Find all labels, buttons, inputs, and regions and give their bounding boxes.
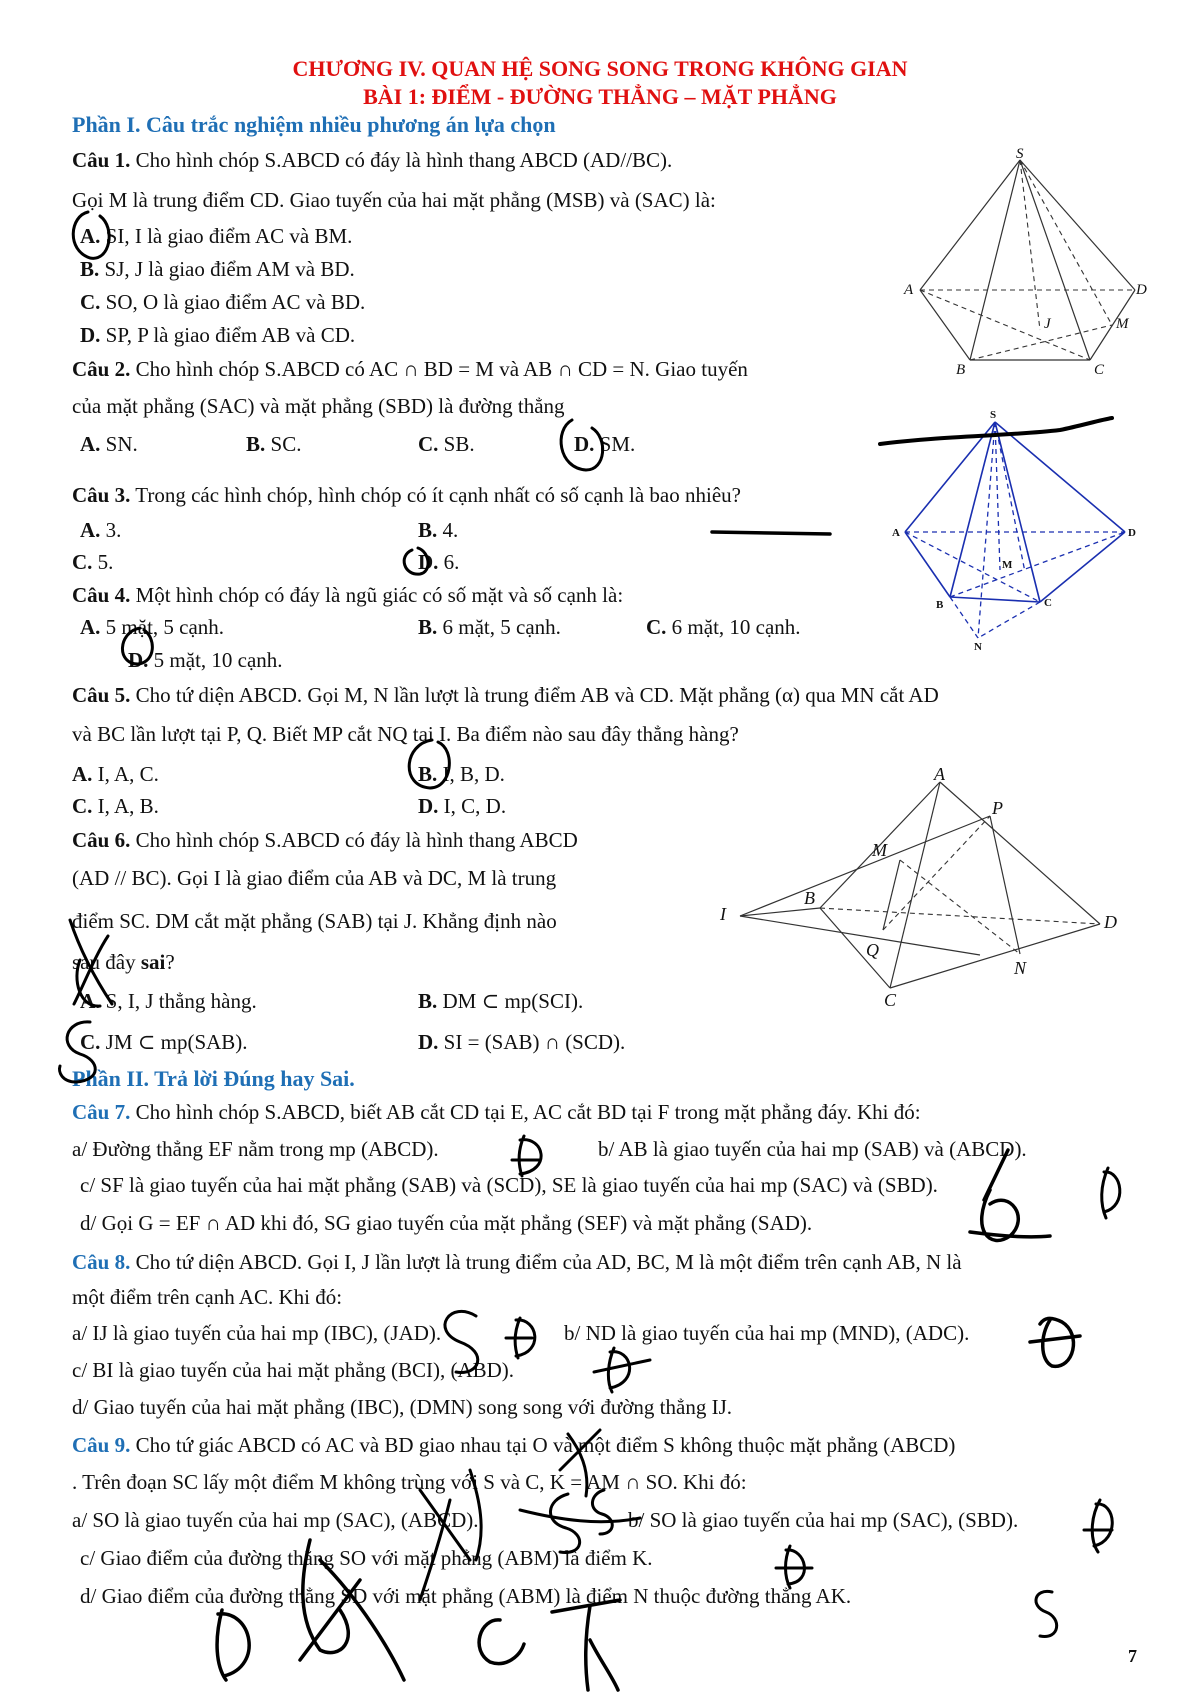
q1-option-c-key: C. (80, 290, 101, 314)
q5-text1: Cho tứ diện ABCD. Gọi M, N lần lượt là trung điểm AB và CD. Mặt phẳng (α) qua MN cắt AD (135, 683, 939, 707)
q7-statement-b: b/ AB là giao tuyến của hai mp (SAB) và (ABCD). (598, 1137, 1027, 1161)
q9-statement-b: b/ SO là giao tuyến của hai mp (SAC), (SBD). (628, 1508, 1019, 1532)
ink-letter-q9-d (1036, 1591, 1057, 1636)
q6-line4-bold: sai (140, 950, 166, 974)
fig1-label-a: A (904, 282, 914, 298)
q5-option-c-text: I, A, B. (97, 794, 159, 818)
q1-option-c-text: SO, O là giao điểm AC và BD. (105, 290, 366, 314)
q2-option-b-text: SC. (270, 432, 302, 456)
q5-option-c[interactable] (72, 794, 159, 819)
q8-line1 (72, 1250, 962, 1275)
q7-statement-c: c/ SF là giao tuyến của hai mặt phẳng (SAB) và (SCD), SE là giao tuyến của hai mp (SAC) và (SBD). (80, 1173, 938, 1197)
ink-mark-q7-a (512, 1136, 541, 1176)
q6-option-a-key: A. (80, 989, 101, 1013)
ink-scribble-7 (592, 1490, 612, 1534)
q6-line4-pre: sau đây (72, 950, 136, 974)
q3-option-b-text: 4. (442, 518, 459, 542)
q9-label: Câu 9. (72, 1433, 131, 1457)
q4-option-a-key: A. (80, 615, 101, 639)
q2-option-c-key: C. (418, 432, 439, 456)
q6-option-b-key: B. (418, 989, 438, 1013)
q5-option-a-key: A. (72, 762, 93, 786)
fig1-label-c: C (1094, 362, 1105, 378)
fig2-label-c: C (1044, 597, 1052, 609)
figure-q5-tetrahedron (720, 764, 1120, 1010)
fig3-label-n: N (1014, 958, 1027, 978)
q4-option-b-text: 6 mặt, 5 cạnh. (442, 615, 561, 639)
q6-option-b[interactable] (418, 989, 583, 1014)
q2-option-d-key: D. (574, 432, 595, 456)
ink-mark-q9-c (776, 1546, 812, 1588)
q2-option-b-key: B. (246, 432, 266, 456)
q2-option-d-text: SM. (599, 432, 636, 456)
q4-option-d-text: 5 mặt, 10 cạnh. (153, 648, 283, 672)
q3-line1 (72, 483, 741, 508)
q4-option-a[interactable] (80, 615, 224, 640)
q4-option-d[interactable] (128, 648, 283, 673)
figure-q1-pyramid (900, 146, 1147, 380)
q6-label: Câu 6. (72, 828, 131, 852)
q1-option-d-text: SP, P là giao điểm AB và CD. (105, 323, 356, 347)
q2-option-c[interactable] (418, 432, 475, 457)
q5-option-d-key: D. (418, 794, 439, 818)
chapter-title: CHƯƠNG IV. QUAN HỆ SONG SONG TRONG KHÔNG GIAN (292, 56, 908, 81)
fig3-label-d: D (1104, 912, 1117, 932)
q2-option-a-key: A. (80, 432, 101, 456)
q2-line2: của mặt phẳng (SAC) và mặt phẳng (SBD) là đường thẳng (72, 394, 565, 418)
q3-option-d[interactable] (418, 550, 459, 575)
q6-option-d[interactable] (418, 1030, 625, 1055)
q7-line1 (72, 1100, 921, 1125)
q3-label: Câu 3. (72, 483, 131, 507)
fig2-label-s: S (990, 409, 997, 421)
q1-option-c[interactable] (80, 290, 365, 315)
q5-option-b-text: I, B, D. (442, 762, 505, 786)
q3-option-a-text: 3. (105, 518, 122, 542)
q5-line2: và BC lần lượt tại P, Q. Biết MP cắt NQ tại I. Ba điểm nào sau đây thẳng hàng? (72, 722, 739, 746)
q7-text1: Cho hình chóp S.ABCD, biết AB cắt CD tại E, AC cắt BD tại F trong mặt phẳng đáy. Khi đó: (135, 1100, 921, 1124)
fig3-label-p: P (992, 798, 1003, 818)
ink-mark-q7-d (970, 1150, 1050, 1240)
q5-option-d[interactable] (418, 794, 506, 819)
q3-option-a[interactable] (80, 518, 121, 543)
q2-option-a[interactable] (80, 432, 138, 457)
q7-statement-a: a/ Đường thẳng EF nằm trong mp (ABCD). (72, 1137, 439, 1161)
q3-option-c-text: 5. (97, 550, 114, 574)
q1-line1 (72, 148, 672, 173)
q6-line2: (AD // BC). Gọi I là giao điểm của AB và DC, M là trung (72, 866, 557, 890)
fig2-label-b: B (936, 599, 944, 611)
ink-mark-q8-a (506, 1318, 535, 1358)
q8-text1: Cho tứ diện ABCD. Gọi I, J lần lượt là trung điểm của AD, BC, M là một điểm trên cạnh AB, N là (135, 1250, 962, 1274)
q6-option-b-text: DM ⊂ mp(SCI). (442, 989, 584, 1013)
q4-label: Câu 4. (72, 583, 131, 607)
q1-option-d[interactable] (80, 323, 355, 348)
fig2-label-n: N (974, 641, 982, 653)
q2-text1: Cho hình chóp S.ABCD có AC ∩ BD = M và AB ∩ CD = N. Giao tuyến (135, 357, 748, 381)
q5-option-c-key: C. (72, 794, 93, 818)
fig3-label-c: C (884, 990, 897, 1010)
q1-option-b-text: SJ, J là giao điểm AM và BD. (104, 257, 355, 281)
ink-mark-q7-c (1102, 1168, 1120, 1218)
q1-option-b[interactable] (80, 257, 355, 282)
q1-option-a-text: SI, I là giao điểm AC và BM. (105, 224, 353, 248)
q6-line1 (72, 828, 578, 853)
q9-text1: Cho tứ giác ABCD có AC và BD giao nhau tại O và một điểm S không thuộc mặt phẳng (ABCD) (135, 1433, 956, 1457)
q6-option-d-text: SI = (SAB) ∩ (SCD). (443, 1030, 626, 1054)
q6-option-a[interactable] (80, 989, 257, 1014)
q3-text1: Trong các hình chóp, hình chóp có ít cạnh nhất có số cạnh là bao nhiêu? (135, 483, 741, 507)
q6-option-c[interactable] (80, 1030, 248, 1055)
q6-option-c-text: JM ⊂ mp(SAB). (105, 1030, 248, 1054)
q6-line3: điểm SC. DM cắt mặt phẳng (SAB) tại J. Khẳng định nào (72, 909, 557, 933)
q4-option-d-key: D. (128, 648, 149, 672)
part2-title: Phần II. Trả lời Đúng hay Sai. (72, 1066, 355, 1091)
q4-option-c-key: C. (646, 615, 667, 639)
fig2-label-m: M (1002, 559, 1013, 571)
fig1-label-m: M (1116, 316, 1129, 332)
q5-option-b[interactable] (418, 762, 505, 787)
fig3-label-q: Q (866, 940, 879, 960)
q8-statement-d: d/ Giao tuyến của hai mặt phẳng (IBC), (DMN) song song với đường thẳng IJ. (72, 1395, 732, 1419)
ink-mark-q9-b (1084, 1500, 1112, 1552)
ink-mark-q8-b (1030, 1318, 1080, 1366)
q3-option-c[interactable] (72, 550, 113, 575)
ink-line-q3 (712, 532, 830, 534)
ink-scribble-1 (217, 1610, 249, 1680)
ink-scribble-4 (479, 1620, 524, 1664)
q7-statement-d: d/ Gọi G = EF ∩ AD khi đó, SG giao tuyến của mặt phẳng (SEF) và mặt phẳng (SAD). (80, 1211, 813, 1235)
q2-line1 (72, 357, 748, 382)
q3-option-d-text: 6. (443, 550, 460, 574)
q3-option-b-key: B. (418, 518, 438, 542)
q2-option-c-text: SB. (443, 432, 475, 456)
q2-option-a-text: SN. (105, 432, 138, 456)
fig3-label-a: A (934, 764, 945, 784)
q9-line2: . Trên đoạn SC lấy một điểm M không trùng với S và C, K = AM ∩ SO. Khi đó: (72, 1470, 747, 1494)
q9-statement-d: d/ Giao điểm của đường thẳng SD với mặt phẳng (ABM) là điểm N thuộc đường thẳng AK. (80, 1584, 852, 1608)
q8-label: Câu 8. (72, 1250, 131, 1274)
q1-option-a-key: A. (80, 224, 101, 248)
q2-option-b[interactable] (246, 432, 301, 457)
q5-option-a-text: I, A, C. (97, 762, 159, 786)
fig2-label-d: D (1128, 527, 1136, 539)
q3-option-c-key: C. (72, 550, 93, 574)
q6-option-a-text: S, I, J thẳng hàng. (105, 989, 257, 1013)
q4-option-a-text: 5 mặt, 5 cạnh. (105, 615, 225, 639)
q1-text1: Cho hình chóp S.ABCD có đáy là hình thang ABCD (AD//BC). (135, 148, 673, 172)
q9-statement-a: a/ SO là giao tuyến của hai mp (SAC), (ABCD). (72, 1508, 479, 1532)
q4-text1: Một hình chóp có đáy là ngũ giác có số mặt và số cạnh là: (135, 583, 624, 607)
q5-option-a[interactable] (72, 762, 159, 787)
q8-line2: một điểm trên cạnh AC. Khi đó: (72, 1285, 343, 1309)
fig1-label-d: D (1136, 282, 1147, 298)
fig3-label-i: I (720, 904, 726, 924)
q4-option-b[interactable] (418, 615, 561, 640)
q6-line4 (72, 950, 175, 975)
q6-line4-post: ? (165, 950, 175, 974)
q1-option-b-key: B. (80, 257, 100, 281)
page-number: 7 (1128, 1646, 1137, 1666)
ink-mark-q8-c (594, 1348, 650, 1392)
q4-line1 (72, 583, 623, 608)
q1-line2: Gọi M là trung điểm CD. Giao tuyến của hai mặt phẳng (MSB) và (SAC) là: (72, 188, 716, 212)
q5-line1 (72, 683, 939, 708)
ink-scribble-5 (552, 1600, 620, 1690)
q5-option-d-text: I, C, D. (443, 794, 507, 818)
q8-statement-b: b/ ND là giao tuyến của hai mp (MND), (ADC). (564, 1321, 970, 1345)
q6-text1: Cho hình chóp S.ABCD có đáy là hình thang ABCD (135, 828, 578, 852)
q1-option-d-key: D. (80, 323, 101, 347)
q5-option-b-key: B. (418, 762, 438, 786)
figure-q2-pyramid (890, 409, 1140, 653)
fig2-label-a: A (892, 527, 900, 539)
q3-option-a-key: A. (80, 518, 101, 542)
q7-label: Câu 7. (72, 1100, 131, 1124)
q8-statement-a: a/ IJ là giao tuyến của hai mp (IBC), (JAD). (72, 1321, 442, 1345)
q4-option-c-text: 6 mặt, 10 cạnh. (671, 615, 801, 639)
q2-option-d[interactable] (574, 432, 635, 457)
q6-option-c-key: C. (80, 1030, 101, 1054)
q9-statement-c: c/ Giao điểm của đường thẳng SO với mặt phẳng (ABM) là điểm K. (80, 1546, 653, 1570)
q3-option-b[interactable] (418, 518, 458, 543)
q3-option-d-key: D. (418, 550, 439, 574)
q9-line1 (72, 1433, 955, 1458)
q1-label: Câu 1. (72, 148, 131, 172)
fig3-label-m: M (872, 840, 887, 860)
fig1-label-b: B (956, 362, 966, 378)
q4-option-c[interactable] (646, 615, 801, 640)
q1-option-a[interactable] (80, 224, 352, 249)
ink-letter-q9-a (550, 1494, 579, 1552)
fig1-label-s: S (1016, 146, 1024, 162)
part1-title: Phần I. Câu trắc nghiệm nhiều phương án lựa chọn (72, 112, 556, 137)
fig1-label-j: J (1044, 316, 1051, 332)
q6-option-d-key: D. (418, 1030, 439, 1054)
q4-option-b-key: B. (418, 615, 438, 639)
fig3-label-b: B (804, 888, 815, 908)
lesson-title: BÀI 1: ĐIỂM - ĐƯỜNG THẲNG – MẶT PHẲNG (363, 84, 837, 109)
q2-label: Câu 2. (72, 357, 131, 381)
q8-statement-c: c/ BI là giao tuyến của hai mặt phẳng (BCI), (ABD). (72, 1358, 515, 1382)
q5-label: Câu 5. (72, 683, 131, 707)
